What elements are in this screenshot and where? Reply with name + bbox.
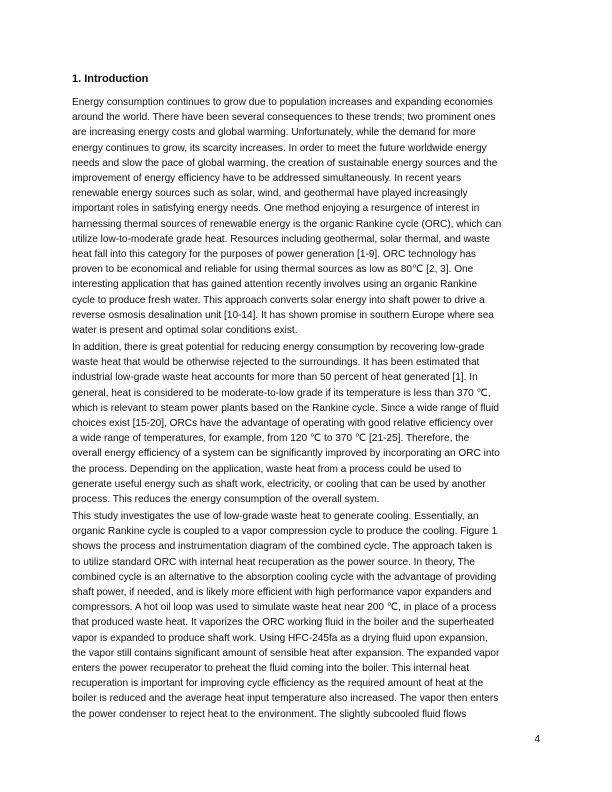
text-line: This study investigates the use of low-grade waste heat to generate cooling. Essentially, an bbox=[72, 511, 479, 522]
text-line: overall energy efficiency of a system can be significantly improved by incorporating an ORC into bbox=[72, 448, 500, 460]
text-line: boiler is reduced and the average heat input temperature also increased. The vapor then enters bbox=[72, 693, 499, 705]
text-line: shows the process and instrumentation diagram of the combined cycle. The approach taken is bbox=[72, 541, 493, 553]
text-line: the process. Depending on the application, waste heat from a process could be used to bbox=[72, 463, 462, 475]
text-line: proven to be economical and reliable for using thermal sources as low as 80℃ [2, 3]. One bbox=[72, 264, 474, 276]
paragraph-1 bbox=[72, 95, 544, 338]
text-line: energy continues to grow, its scarcity increases. In order to meet the future worldwide energy bbox=[72, 142, 487, 154]
text-line: heat fall into this category for the purposes of power generation [1-9]. ORC technology has bbox=[72, 249, 476, 261]
text-line: are increasing energy costs and global warming. Unfortunately, while the demand for more bbox=[72, 127, 476, 139]
text-line: general, heat is considered to be moderate-to-low grade if its temperature is less than 370 ℃, bbox=[72, 387, 491, 399]
text-line: shaft power, if needed, and is likely more efficient with high performance vapor expanders and bbox=[72, 587, 492, 599]
text-line: industrial low-grade waste heat accounts for more than 50 percent of heat generated [1]. In bbox=[72, 372, 478, 384]
text-line: waste heat that would be otherwise rejected to the surroundings. It has been estimated that bbox=[72, 357, 480, 369]
text-line: the power condenser to reject heat to the environment. The slightly subcooled fluid flows bbox=[72, 708, 467, 720]
text-line: a wide range of temperatures, for example, from 120 ℃ to 370 ℃ [21-25]. Therefore, the bbox=[72, 433, 470, 445]
text-line: to utilize standard ORC with internal heat recuperation as the power source. In theory, The bbox=[72, 556, 476, 568]
text-line: choices exist [15-20], ORCs have the advantage of operating with good relative efficiency over bbox=[72, 418, 494, 430]
text-line: recuperation is important for improving cycle efficiency as the required amount of heat at the bbox=[72, 678, 484, 690]
text-line: vapor is expanded to produce shaft work. Using HFC-245fa as a drying fluid upon expansion, bbox=[72, 632, 488, 644]
text-line: generate useful energy such as shaft work, electricity, or cooling that can be used by another bbox=[72, 478, 486, 490]
text-line: renewable energy sources such as solar, wind, and geothermal have played increasingly bbox=[72, 188, 468, 200]
text-line: the vapor still contains significant amount of sensible heat after expansion. The expanded vapor bbox=[72, 647, 500, 659]
text-line: water is present and optimal solar conditions exist. bbox=[72, 325, 298, 337]
text-line: harnessing thermal sources of renewable energy is the organic Rankine cycle (ORC), which can bbox=[72, 218, 502, 230]
text-line: important roles in satisfying energy needs. One method enjoying a resurgence of interest in bbox=[72, 203, 480, 215]
text-line: combined cycle is an alternative to the absorption cooling cycle with the advantage of providing bbox=[72, 571, 497, 583]
text-line: enters the power recuperator to preheat the fluid coming into the boiler. This internal heat bbox=[72, 663, 470, 675]
text-line: interesting application that has gained attention recently involves using an organic Rankine bbox=[72, 279, 478, 291]
text-line: which is relevant to steam power plants based on the Rankine cycle. Since a wide range of fluid bbox=[72, 402, 499, 414]
text-line: cycle to produce fresh water. This approach converts solar energy into shaft power to drive a bbox=[72, 294, 485, 306]
text-line: process. This reduces the energy consumption of the overall system. bbox=[72, 494, 380, 506]
text-line: Energy consumption continues to grow due to population increases and expanding economies bbox=[72, 97, 493, 108]
section-heading: 1. Introduction bbox=[72, 73, 149, 85]
text-line: In addition, there is great potential for reducing energy consumption by recovering low-grade bbox=[72, 342, 485, 353]
paragraph-3 bbox=[72, 509, 544, 722]
paragraph-2 bbox=[72, 340, 544, 507]
page-number: 4 bbox=[534, 734, 540, 745]
text-line: improvement of energy efficiency have to be addressed simultaneously. In recent years bbox=[72, 173, 462, 185]
text-line: utilize low-to-moderate grade heat. Resources including geothermal, solar thermal, and waste bbox=[72, 233, 490, 245]
text-line: organic Rankine cycle is coupled to a vapor compression cycle to produce the cooling. Figure 1 bbox=[72, 526, 498, 538]
text-line: compressors. A hot oil loop was used to simulate waste heat near 200 ℃, in place of a process bbox=[72, 602, 497, 614]
text-line: around the world. There have been several consequences to these trends; two prominent ones bbox=[72, 112, 496, 124]
text-line: that produced waste heat. It vaporizes the ORC working fluid in the boiler and the superheated bbox=[72, 617, 494, 629]
text-line: needs and slow the pace of global warming, the creation of sustainable energy sources and the bbox=[72, 157, 498, 169]
text-line: reverse osmosis desalination unit [10-14]. It has shown promise in southern Europe where sea bbox=[72, 309, 494, 321]
